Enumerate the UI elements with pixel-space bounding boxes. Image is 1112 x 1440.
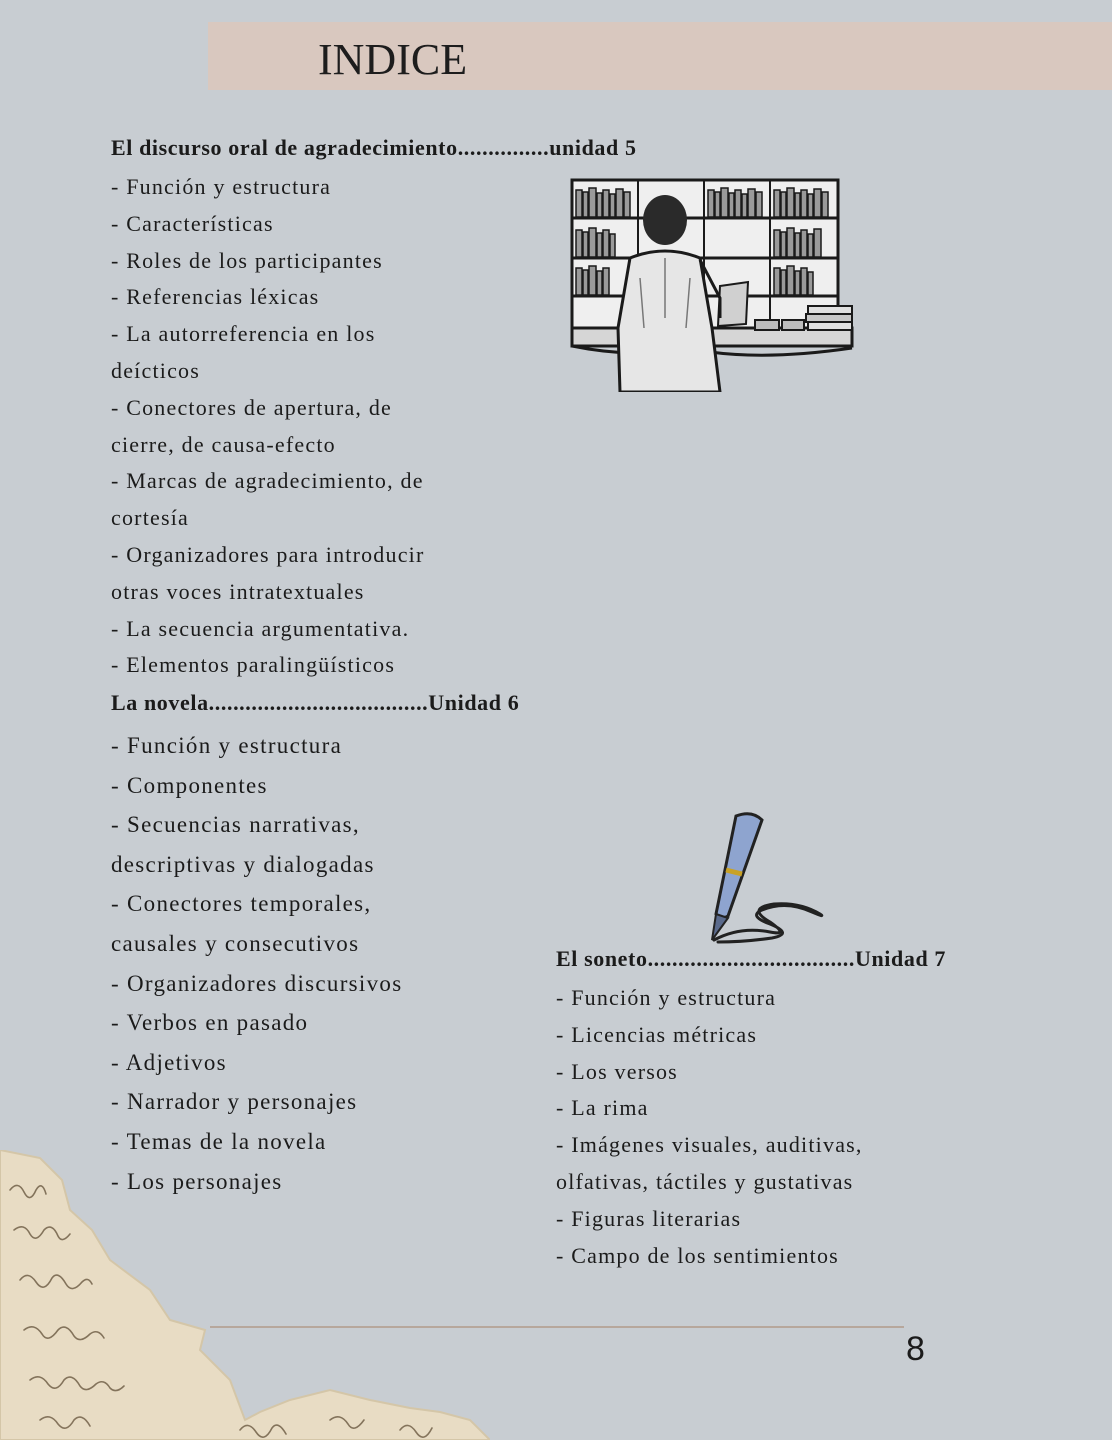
list-item: - Conectores de apertura, de cierre, de causa-efecto — [111, 394, 392, 457]
list-item: - Imágenes visuales, auditivas, olfativas, táctiles y gustativas — [556, 1132, 863, 1194]
section-heading: El discurso oral de agradecimiento...............unidad 5 — [111, 135, 637, 160]
list-item: - Adjetivos — [111, 1049, 227, 1075]
section-heading: La novela....................................Unidad 6 — [111, 690, 520, 715]
list-item: - Secuencias narrativas, descriptivas y dialogadas — [111, 812, 375, 877]
list-item: - Roles de los participantes — [111, 247, 383, 273]
library-illustration-icon — [570, 178, 856, 392]
section-heading: El soneto..................................Unidad 7 — [556, 946, 946, 971]
list-item: - Organizadores discursivos — [111, 970, 403, 996]
list-item: - Verbos en pasado — [111, 1010, 309, 1036]
list-item: - Conectores temporales, causales y consecutivos — [111, 891, 372, 956]
list-item: - La autorreferencia en los deícticos — [111, 321, 376, 383]
list-item: - Componentes — [111, 772, 268, 798]
section-novela — [111, 688, 520, 1201]
title-bar — [208, 22, 1112, 90]
list-item: - Marcas de agradecimiento, de cortesía — [111, 468, 424, 531]
handwritten-paper-icon — [0, 1150, 490, 1440]
list-item: - Características — [111, 210, 274, 236]
list-item: - Licencias métricas — [556, 1021, 758, 1047]
section-soneto — [556, 944, 976, 1274]
list-item: - Campo de los sentimientos — [556, 1242, 839, 1268]
list-item: - La secuencia argumentativa. — [111, 615, 410, 641]
list-item: - Elementos paralingüísticos — [111, 652, 396, 678]
page-title: INDICE — [318, 35, 468, 84]
list-item: - La rima — [556, 1095, 649, 1121]
page-number: 8 — [906, 1330, 925, 1368]
list-item: - Función y estructura — [111, 733, 343, 758]
list-item: - Los personajes — [111, 1168, 283, 1194]
list-item: - Figuras literarias — [556, 1205, 742, 1231]
list-item: - Los versos — [556, 1058, 678, 1084]
fountain-pen-icon — [700, 812, 830, 948]
list-item: - Función y estructura — [556, 985, 777, 1010]
list-item: - Función y estructura — [111, 174, 332, 199]
list-item: - Narrador y personajes — [111, 1089, 358, 1115]
list-item: - Referencias léxicas — [111, 284, 320, 310]
section-discurso-oral — [111, 133, 637, 684]
list-item: - Organizadores para introducir otras voces intratextuales — [111, 541, 425, 604]
list-item: - Temas de la novela — [111, 1128, 327, 1154]
